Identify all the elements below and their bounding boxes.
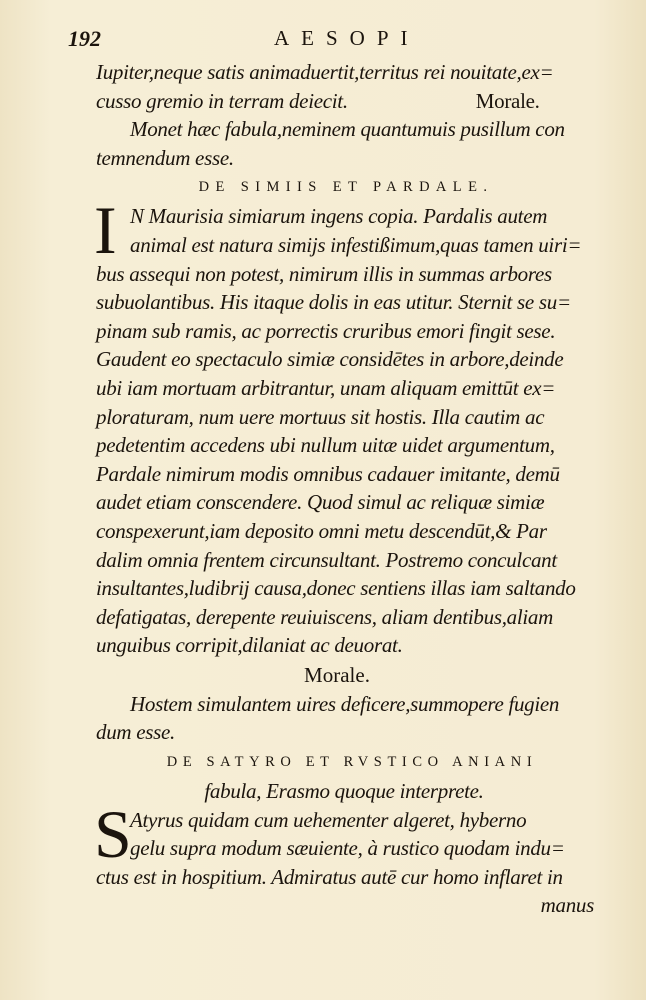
text-line: insultantes,ludibrij causa,donec sentiens illas iam saltando bbox=[96, 576, 576, 601]
text-line: animal est natura simijs infestißimum,quas tamen uiri= bbox=[130, 232, 582, 257]
text-line: bus assequi non potest, nimirum illis in summas arbores bbox=[96, 261, 552, 286]
moral-label: Morale. bbox=[475, 88, 540, 113]
fable-title: DE SATYRO ET RVSTICO ANIANI bbox=[166, 754, 538, 771]
text-line: Atyrus quidam cum uehementer algeret, hyberno bbox=[130, 807, 527, 832]
fable-subtitle: fabula, Erasmo quoque interprete. bbox=[204, 779, 484, 804]
text-line: unguibus corripit,dilaniat ac deuorat. bbox=[96, 633, 403, 658]
moral-text-line: dum esse. bbox=[96, 720, 175, 745]
text-line: dalim omnia frentem circunsultant. Postremo conculcant bbox=[96, 547, 557, 572]
moral-label: Morale. bbox=[304, 662, 370, 687]
fable-paragraph bbox=[94, 192, 608, 660]
drop-cap: S bbox=[94, 795, 132, 872]
running-head: AESOPI bbox=[274, 26, 420, 50]
text-line: conspexerunt,iam deposito omni metu descendūt,& Par bbox=[96, 518, 547, 543]
text-line: audet etiam conscendere. Quod simul ac reliquæ simiæ bbox=[96, 490, 545, 515]
text-line: subuolantibus. His itaque dolis in eas utitur. Sternit se su= bbox=[96, 290, 571, 315]
text-block bbox=[96, 58, 608, 920]
text-line-content: cusso gremio in terram deiecit. bbox=[96, 88, 348, 113]
catchword: manus bbox=[540, 893, 594, 918]
text-line: pinam sub ramis, ac porrectis cruribus emori fingit sese. bbox=[96, 318, 556, 343]
drop-cap: I bbox=[94, 192, 117, 269]
text-line: Iupiter,neque satis animaduertit,territus rei nouitate,ex= bbox=[96, 60, 554, 84]
page-number: 192 bbox=[68, 26, 101, 51]
text-line: ubi iam mortuam arbitrantur, unam aliquam emittūt ex= bbox=[96, 375, 556, 400]
moral-text-line: Monet hæc fabula,neminem quantumuis pusillum con bbox=[130, 117, 565, 142]
text-line bbox=[96, 87, 608, 116]
text-line: Gaudent eo spectaculo simiæ considētes in arbore,deinde bbox=[96, 347, 564, 372]
text-line: gelu supra modum sæuiente, à rustico quodam indu= bbox=[130, 836, 565, 861]
text-line: defatigatas, derepente reuiuiscens, aliam dentibus,aliam bbox=[96, 604, 553, 629]
text-line: pedetentim accedens ubi nullum uitæ uidet argumentum, bbox=[96, 433, 555, 458]
text-line: Pardale nimirum modis omnibus cadauer imitante, demū bbox=[96, 461, 560, 486]
moral-text-line: Hostem simulantem uires deficere,summopere fugien bbox=[130, 691, 560, 716]
text-line: N Maurisia simiarum ingens copia. Pardalis autem bbox=[130, 204, 548, 229]
page-header bbox=[68, 22, 588, 56]
fable-paragraph bbox=[94, 795, 608, 892]
text-line: ctus est in hospitium. Admiratus autē cur homo inflaret in bbox=[96, 864, 563, 889]
fable-title: DE SIMIIS ET PARDALE. bbox=[198, 179, 494, 196]
moral-text-line: temnendum esse. bbox=[96, 145, 234, 170]
text-line: ploraturam, num uere mortuus sit hostis. Illa cautim ac bbox=[96, 404, 545, 429]
